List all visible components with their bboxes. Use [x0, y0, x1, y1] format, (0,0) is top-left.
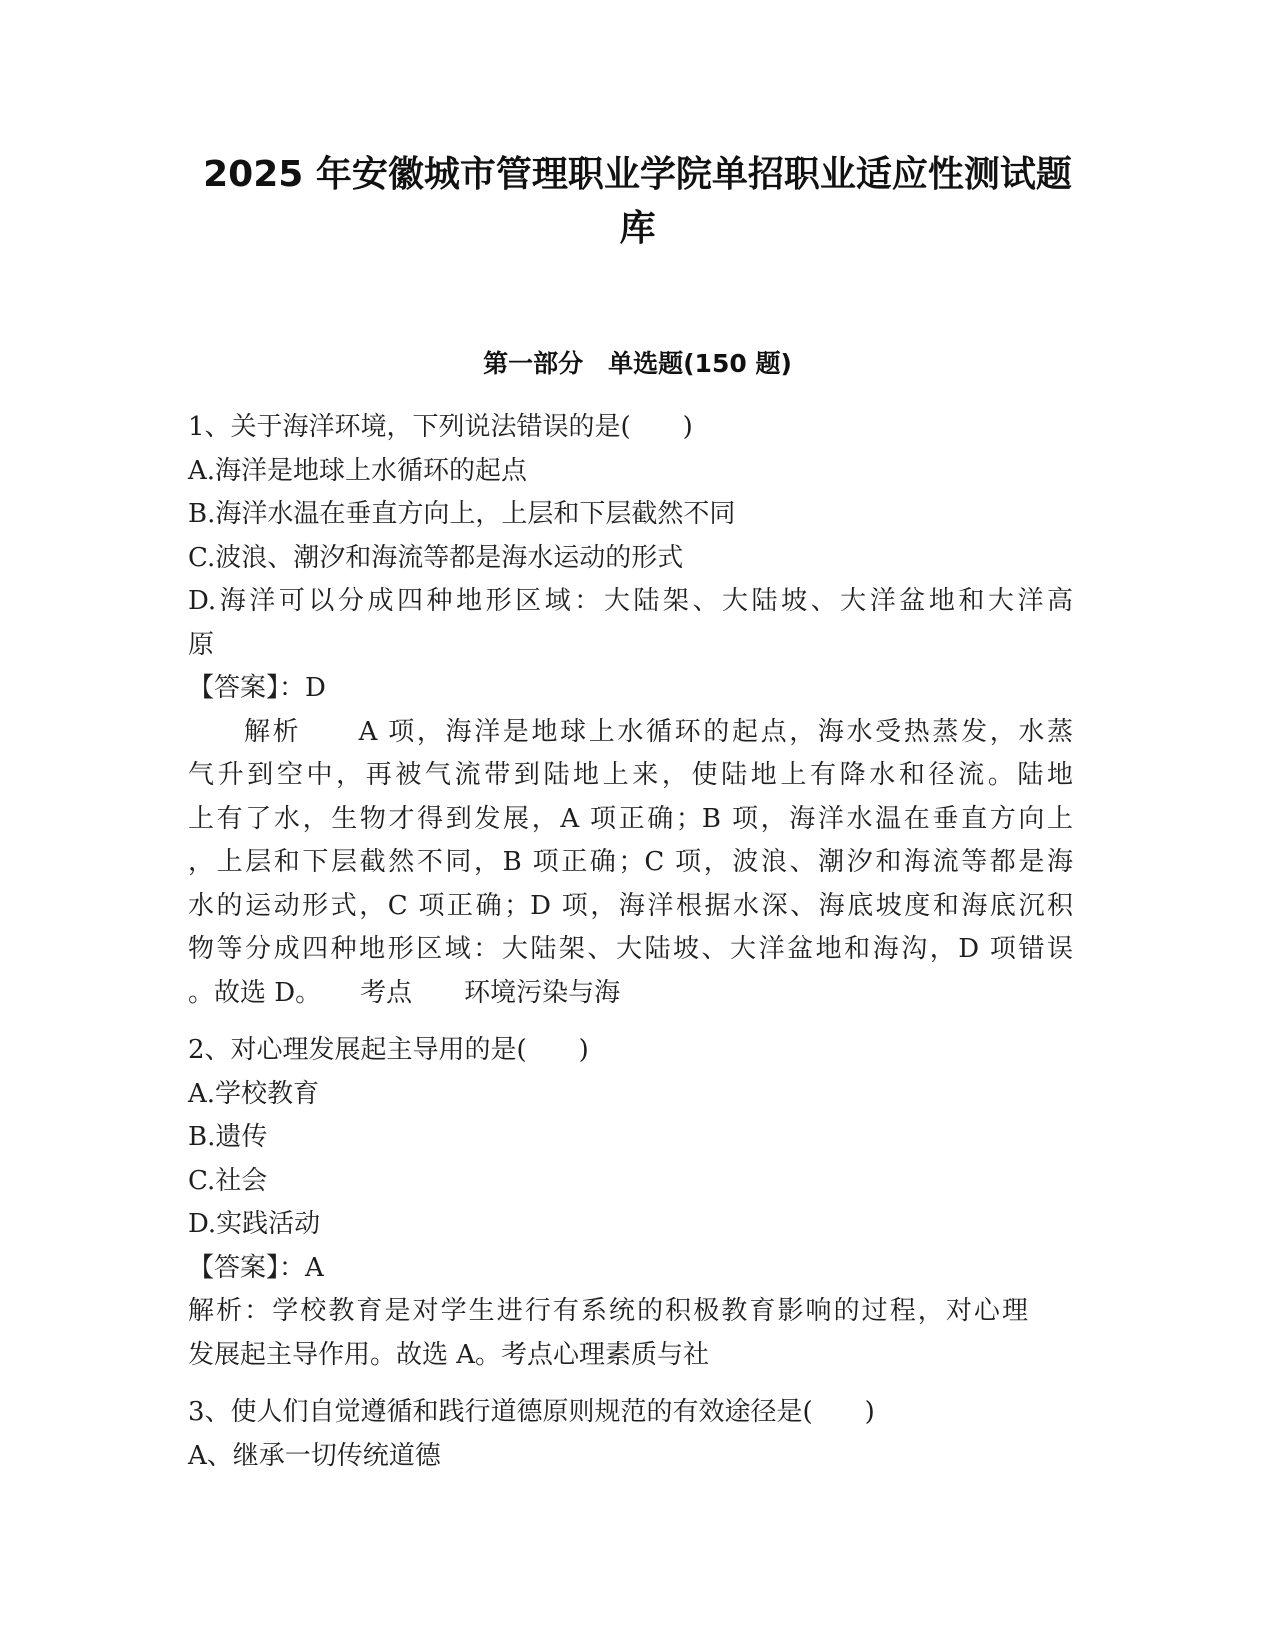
- question-stem: 3、使人们自觉遵循和践行道德原则规范的有效途径是( ): [188, 1397, 875, 1427]
- option-d-continued: 原: [188, 629, 215, 660]
- option-d: D.海洋可以分成四种地形区域：大陆架、大陆坡、大洋盆地和大洋高: [188, 586, 1073, 616]
- option-b: B.遗传: [188, 1122, 268, 1152]
- analysis-line: 。故选 D。 考点 环境污染与海: [188, 977, 621, 1008]
- document-title-line-1: 2025 年安徽城市管理职业学院单招职业适应性测试题: [203, 154, 1072, 195]
- question-3: [188, 1391, 1088, 1478]
- question-list: [188, 406, 1088, 1478]
- analysis-line: ，上层和下层截然不同，B 项正确；C 项，波浪、潮汐和海流等都是海: [188, 847, 1073, 877]
- question-stem: 2、对心理发展起主导用的是( ): [188, 1035, 589, 1065]
- analysis: [188, 1290, 1088, 1377]
- analysis-line: 解析：学校教育是对学生进行有系统的积极教育影响的过程，对心理: [188, 1296, 1028, 1326]
- question-2: [188, 1029, 1088, 1377]
- option-c: C.波浪、潮汐和海流等都是海水运动的形式: [188, 542, 684, 573]
- question-stem: 1、关于海洋环境，下列说法错误的是( ): [188, 412, 693, 442]
- question-1: [188, 406, 1088, 1015]
- option-c: C.社会: [188, 1165, 268, 1196]
- option-a: A.学校教育: [188, 1078, 320, 1109]
- option-a: A.海洋是地球上水循环的起点: [188, 455, 528, 486]
- answer: 【答案】：D: [188, 673, 326, 703]
- analysis: [188, 711, 1088, 1016]
- option-a: A、继承一切传统道德: [188, 1440, 441, 1471]
- option-b: B.海洋水温在垂直方向上，上层和下层截然不同: [188, 499, 736, 529]
- answer: 【答案】：A: [188, 1252, 324, 1283]
- analysis-line: 解析 A 项，海洋是地球上水循环的起点，海水受热蒸发，水蒸: [244, 716, 1073, 747]
- analysis-line: 气升到空中，再被气流带到陆地上来，使陆地上有降水和径流。陆地: [188, 760, 1073, 790]
- analysis-line: 水的运动形式，C 项正确；D 项，海洋根据水深、海底坡度和海底沉积: [188, 890, 1073, 921]
- analysis-line: 物等分成四种地形区域：大陆架、大陆坡、大洋盆地和海沟，D 项错误: [188, 934, 1073, 964]
- document-title: [150, 148, 1125, 256]
- document-title-line-2: 库: [619, 208, 656, 249]
- section-heading: 第一部分 单选题(150 题): [483, 349, 792, 378]
- analysis-line: 发展起主导作用。故选 A。考点心理素质与社: [188, 1339, 710, 1370]
- option-d: D.实践活动: [188, 1209, 321, 1239]
- analysis-line: 上有了水，生物才得到发展，A 项正确；B 项，海洋水温在垂直方向上: [188, 803, 1073, 834]
